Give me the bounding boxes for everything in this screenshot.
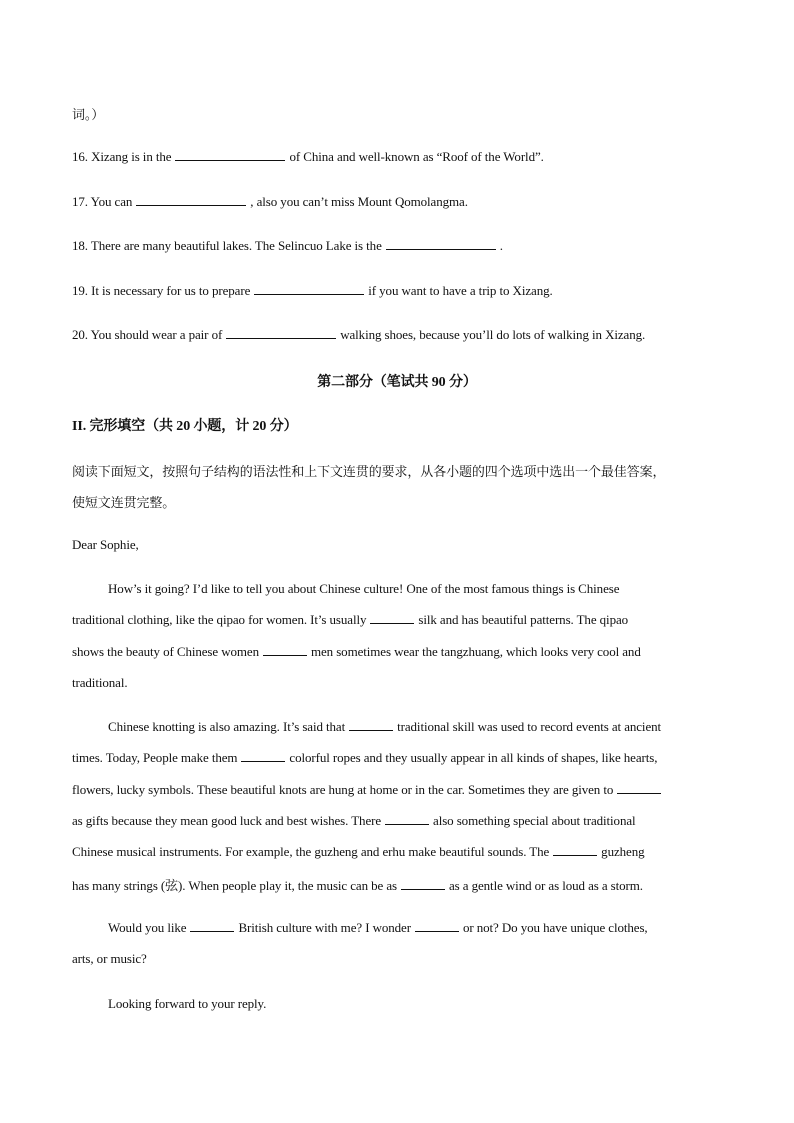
- para3-line-1: [108, 920, 722, 936]
- answer-blank: [226, 327, 336, 339]
- para1-line-2: [72, 612, 722, 628]
- cloze-blank: [190, 920, 234, 932]
- question-18: [72, 238, 722, 254]
- passage-text: has many strings (弦). When people play it, the music can be as: [72, 878, 397, 893]
- salutation: Dear Sophie,: [72, 537, 139, 552]
- question-text: walking shoes, because you’ll do lots of walking in Xizang.: [340, 327, 646, 342]
- question-17: [72, 194, 722, 210]
- instructions-line-2: 使短文连贯完整。: [72, 495, 176, 510]
- para1-line-4: traditional.: [72, 675, 128, 690]
- cloze-blank: [349, 719, 393, 731]
- para2-line-2: [72, 750, 722, 766]
- question-text: 19. It is necessary for us to prepare: [72, 283, 251, 298]
- passage-text: flowers, lucky symbols. These beautiful knots are hung at home or in the car. Sometimes they are given to: [72, 782, 614, 797]
- cloze-blank: [617, 782, 661, 794]
- answer-blank: [254, 283, 364, 295]
- passage-text: as gifts because they mean good luck and best wishes. There: [72, 813, 382, 828]
- answer-blank: [175, 149, 285, 161]
- para2-line-6: [72, 875, 722, 894]
- para1-line-3: [72, 644, 722, 660]
- question-text: , also you can’t miss Mount Qomolangma.: [250, 194, 468, 209]
- question-text: .: [499, 238, 503, 253]
- passage-text: British culture with me? I wonder: [238, 920, 411, 935]
- passage-text: traditional clothing, like the qipao for women. It’s usually: [72, 612, 367, 627]
- question-20: [72, 327, 722, 343]
- passage-text: guzheng: [601, 844, 645, 859]
- question-text: of China and well-known as “Roof of the World”.: [289, 149, 544, 164]
- passage-text: times. Today, People make them: [72, 750, 238, 765]
- passage-text: shows the beauty of Chinese women: [72, 644, 259, 659]
- para2-line-5: [72, 844, 722, 860]
- para2-line-4: [72, 813, 722, 829]
- question-text: 16. Xizang is in the: [72, 149, 172, 164]
- passage-text: Chinese musical instruments. For example, the guzheng and erhu make beautiful sounds. The: [72, 844, 550, 859]
- answer-blank: [136, 194, 246, 206]
- cloze-blank: [401, 878, 445, 890]
- passage-text: or not? Do you have unique clothes,: [462, 920, 648, 935]
- section-title: II. 完形填空（共 20 小题，计 20 分）: [72, 419, 298, 434]
- cloze-blank: [263, 644, 307, 656]
- cloze-blank: [241, 750, 285, 762]
- cloze-blank: [415, 920, 459, 932]
- passage-text: as a gentle wind or as loud as a storm.: [448, 878, 643, 893]
- passage-text: also something special about traditional: [433, 813, 636, 828]
- top-fragment: 词。）: [72, 107, 105, 122]
- para1-line-1: How’s it going? I’d like to tell you about Chinese culture! One of the most famous things is Chinese: [108, 581, 620, 596]
- cloze-blank: [370, 612, 414, 624]
- question-text: 17. You can: [72, 194, 133, 209]
- passage-text: Chinese knotting is also amazing. It’s said that: [108, 719, 346, 734]
- para2-line-3: [72, 782, 722, 798]
- passage-text: colorful ropes and they usually appear in all kinds of shapes, like hearts,: [289, 750, 658, 765]
- question-19: [72, 283, 722, 299]
- instructions-line-1: 阅读下面短文，按照句子结构的语法性和上下文连贯的要求，从各小题的四个选项中选出一个最佳答案，: [72, 464, 666, 479]
- question-text: 20. You should wear a pair of: [72, 327, 223, 342]
- passage-text: silk and has beautiful patterns. The qipao: [418, 612, 629, 627]
- closing-line: Looking forward to your reply.: [108, 996, 267, 1011]
- answer-blank: [386, 238, 496, 250]
- cloze-blank: [385, 813, 429, 825]
- cloze-blank: [553, 844, 597, 856]
- part-two-title: 第二部分（笔试共 90 分）: [317, 375, 477, 390]
- para3-line-2: arts, or music?: [72, 951, 147, 966]
- passage-text: men sometimes wear the tangzhuang, which looks very cool and: [310, 644, 641, 659]
- question-text: if you want to have a trip to Xizang.: [368, 283, 553, 298]
- question-text: 18. There are many beautiful lakes. The Selincuo Lake is the: [72, 238, 382, 253]
- passage-text: Would you like: [108, 920, 187, 935]
- passage-text: traditional skill was used to record events at ancient: [397, 719, 662, 734]
- para2-line-1: [108, 719, 722, 735]
- question-16: [72, 149, 722, 165]
